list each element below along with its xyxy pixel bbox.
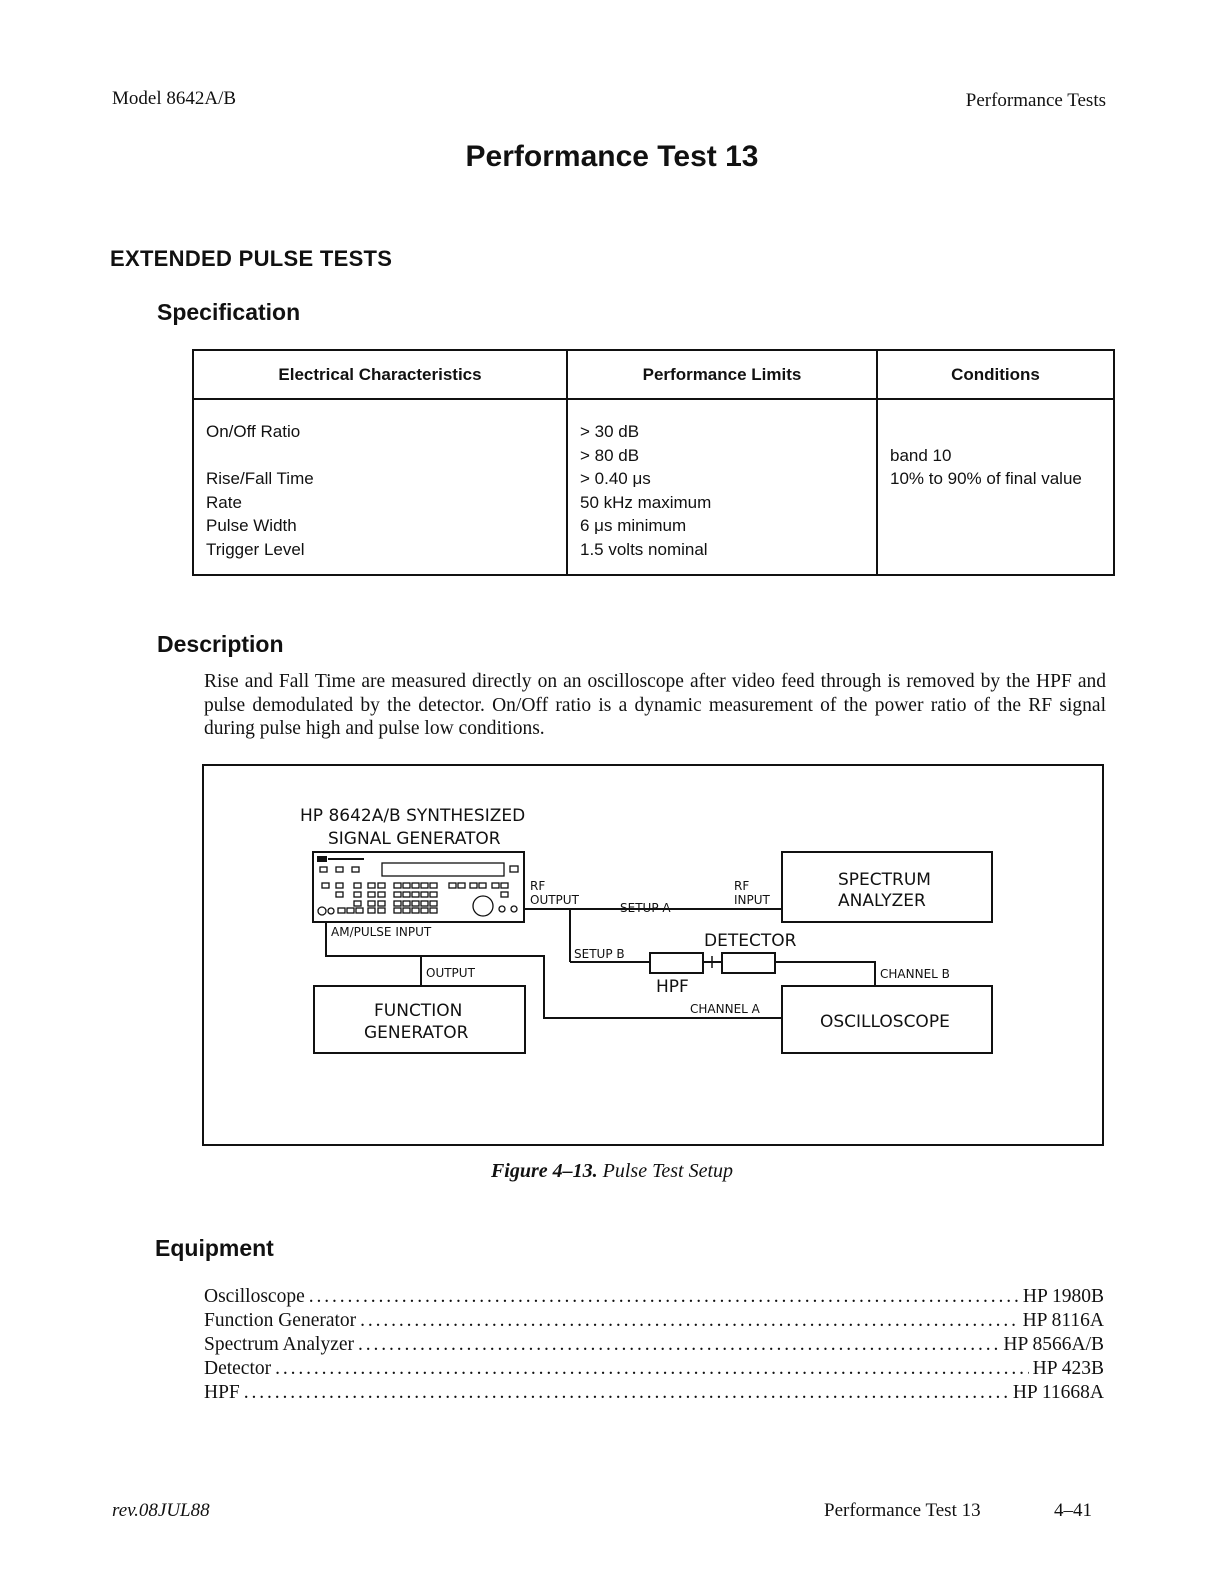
hpf-box [650, 953, 703, 973]
rf-input-label-2: INPUT [734, 893, 770, 907]
footer-title: Performance Test 13 [824, 1500, 981, 1521]
spectrum-analyzer-label-2: ANALYZER [838, 891, 926, 911]
figure-box [202, 764, 1104, 1146]
detector-box [722, 953, 775, 973]
equipment-model: HP 423B [1032, 1358, 1104, 1379]
specification-heading: Specification [157, 299, 301, 325]
setup-a-label: SETUP A [620, 901, 671, 915]
detector-label: DETECTOR [704, 931, 797, 951]
equipment-heading: Equipment [155, 1235, 274, 1261]
section-title: EXTENDED PULSE TESTS [110, 246, 393, 271]
signal-generator-panel [313, 852, 524, 922]
list-item [204, 1382, 1104, 1406]
condition: band 10 [890, 445, 952, 465]
equipment-name: Detector [204, 1358, 272, 1379]
characteristic: Rise/Fall Time [206, 469, 314, 488]
column-header: Conditions [877, 350, 1114, 399]
equipment-name: HPF [204, 1382, 240, 1403]
figure-number: Figure 4–13. [490, 1160, 598, 1182]
description-text: Rise and Fall Time are measured directly on an oscilloscope after video feed through is removed by the HPF and pulse demodulated by the detector. On/Off ratio is a dynamic measurement of the power ratio of the RF signal during pulse high and pulse low conditions. [204, 671, 1106, 739]
channel-b-cable [775, 962, 875, 986]
setup-b-label: SETUP B [574, 947, 625, 961]
limit: 6 μs minimum [580, 516, 687, 535]
leader-dots [360, 1310, 1018, 1332]
specification-table [192, 349, 1115, 576]
limits-cell [567, 399, 877, 575]
equipment-list [204, 1286, 1104, 1406]
equipment-name: Spectrum Analyzer [204, 1334, 354, 1355]
am-pulse-input-label: AM/PULSE INPUT [331, 925, 432, 939]
characteristic [206, 444, 554, 468]
rf-output-label-2: OUTPUT [530, 893, 579, 907]
figure-caption [0, 1160, 1224, 1183]
page-title: Performance Test 13 [465, 140, 759, 173]
conditions-cell [877, 399, 1114, 575]
rf-input-label-1: RF [734, 879, 750, 893]
list-item [204, 1310, 1104, 1334]
page-number: 4–41 [1054, 1500, 1092, 1521]
condition: 10% to 90% of final value [890, 469, 1082, 488]
equipment-model: HP 8566A/B [1003, 1334, 1104, 1355]
spectrum-analyzer-label-1: SPECTRUM [838, 870, 931, 890]
characteristic: Pulse Width [206, 516, 297, 535]
equipment-name: Oscilloscope [204, 1286, 305, 1307]
figure-title: Pulse Test Setup [602, 1160, 734, 1182]
characteristics-cell [193, 399, 567, 575]
footer-revision: rev.08JUL88 [112, 1500, 210, 1521]
leader-dots [309, 1286, 1019, 1308]
leader-dots [358, 1334, 999, 1356]
channel-b-label: CHANNEL B [880, 967, 950, 981]
leader-dots [275, 1358, 1029, 1380]
channel-a-label: CHANNEL A [690, 1002, 760, 1016]
list-item [204, 1358, 1104, 1382]
equipment-model: HP 8116A [1022, 1310, 1104, 1331]
characteristic: Rate [206, 492, 242, 512]
output-label: OUTPUT [426, 966, 475, 980]
limit: 50 kHz maximum [580, 492, 712, 512]
pulse-test-setup-diagram [204, 766, 1102, 1144]
limit: > 0.40 μs [580, 469, 651, 488]
limit: > 30 dB [580, 422, 640, 441]
leader-dots [244, 1382, 1009, 1404]
function-generator-label-1: FUNCTION [374, 1001, 463, 1021]
header-section: Performance Tests [965, 90, 1106, 111]
equipment-name: Function Generator [204, 1310, 357, 1331]
header-model: Model 8642A/B [112, 88, 237, 109]
list-item [204, 1286, 1104, 1310]
column-header: Electrical Characteristics [193, 350, 567, 399]
function-generator-label-2: GENERATOR [364, 1023, 469, 1043]
limit: 1.5 volts nominal [580, 539, 708, 559]
list-item [204, 1334, 1104, 1358]
column-header: Performance Limits [567, 350, 877, 399]
generator-title-line2: SIGNAL GENERATOR [328, 829, 501, 849]
oscilloscope-label: OSCILLOSCOPE [820, 1012, 950, 1032]
characteristic: On/Off Ratio [206, 422, 301, 441]
limit: > 80 dB [580, 445, 640, 465]
equipment-model: HP 11668A [1012, 1382, 1104, 1403]
description-heading: Description [157, 631, 284, 657]
generator-title-line1: HP 8642A/B SYNTHESIZED [300, 806, 526, 826]
equipment-model: HP 1980B [1022, 1286, 1104, 1307]
hpf-label: HPF [656, 977, 689, 997]
rf-output-label-1: RF [530, 879, 546, 893]
characteristic: Trigger Level [206, 539, 305, 559]
